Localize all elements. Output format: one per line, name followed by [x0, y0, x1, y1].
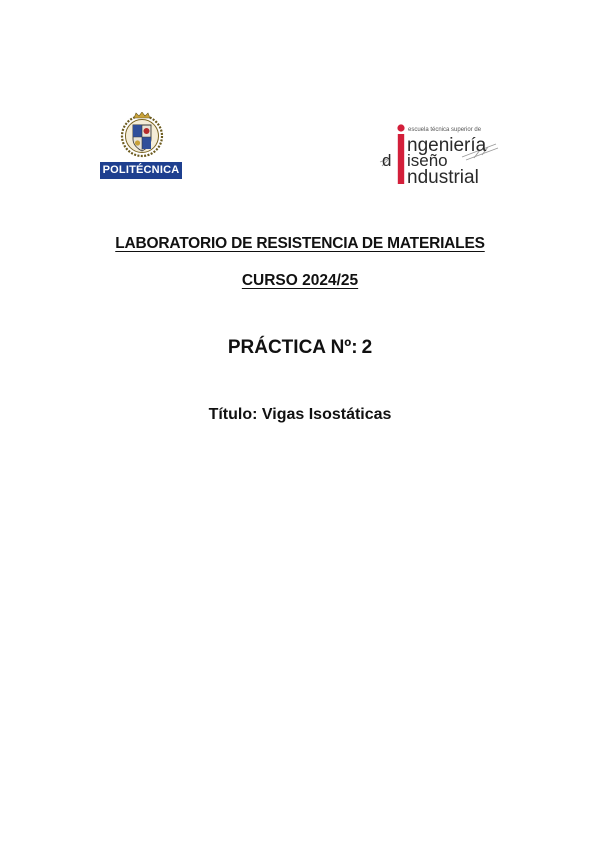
lab-title: LABORATORIO DE RESISTENCIA DE MATERIALES	[115, 235, 485, 252]
eitdi-tagline: escuela técnica superior de	[408, 127, 482, 133]
practice-number: 2	[361, 337, 373, 358]
eitdi-word-ingenieria: ngeniería	[407, 135, 487, 156]
upm-wordmark: POLITÉCNICA	[100, 162, 182, 179]
upm-logo	[100, 112, 184, 180]
practice-heading	[0, 337, 600, 359]
eitdi-letter-d: d	[382, 151, 392, 170]
eitdi-word-industrial: ndustrial	[407, 167, 479, 188]
eitdi-word-diseno: iseño	[407, 151, 448, 170]
course-label: CURSO 2024/25	[241, 272, 359, 289]
practice-label: PRÁCTICA Nº:	[227, 337, 358, 358]
eitdi-logo-icon	[378, 122, 510, 188]
subject-title: Título: Vigas Isostáticas	[208, 406, 392, 423]
upm-seal-icon	[120, 112, 164, 158]
eitdi-logo	[378, 122, 510, 188]
